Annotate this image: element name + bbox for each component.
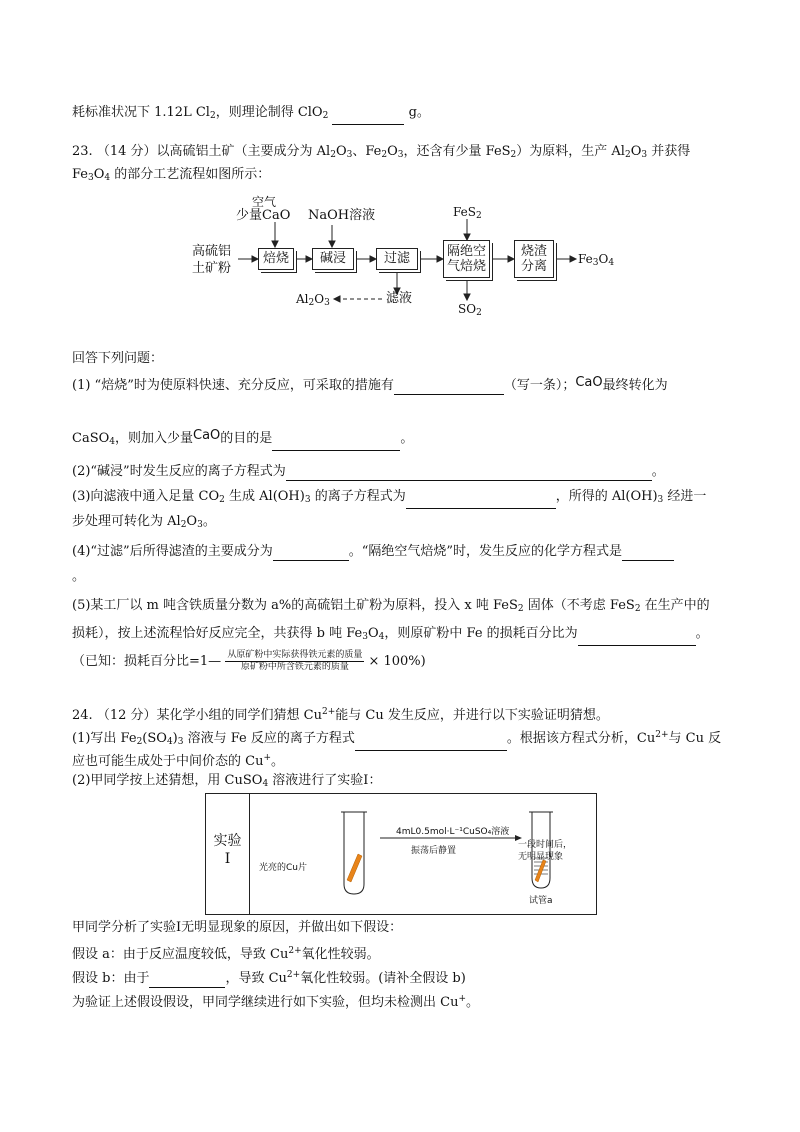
text: 损耗），按上述流程恰好反应完全，共获得 b 吨 Fe [72, 626, 363, 641]
subscript: 3 [197, 520, 203, 530]
text: (1)写出 Fe [72, 731, 137, 746]
flow-raw-material [192, 243, 231, 277]
flow-step-isolated-roast [443, 240, 490, 278]
question-score: （12 分） [96, 708, 157, 723]
q23-part4-line2: 。 [72, 569, 86, 584]
answer-blank[interactable] [273, 546, 349, 561]
q24-hypothesis-b [72, 966, 466, 988]
q24-part1 [72, 726, 721, 751]
text: 溶液与 Fe 反应的离子方程式 [183, 731, 355, 746]
fraction-numerator: 从原矿粉中实际获得铁元素的质量 [227, 650, 363, 660]
text: 能与 Cu 发生反应，并进行以下实验证明猜想。 [335, 708, 609, 723]
experiment-result [518, 839, 572, 863]
text: 。 [202, 514, 216, 529]
q24-verify [72, 990, 479, 1012]
q23-part3 [72, 488, 706, 509]
subscript: 2 [510, 150, 517, 160]
flow-step-filter: 过滤 [376, 248, 418, 270]
text: (1) “焙烧”时为使原料快速、充分反应，可采取的措施有 [72, 378, 394, 393]
text: Al [296, 292, 309, 306]
text: 土矿粉 [192, 261, 232, 276]
text: Ⅰ [224, 851, 231, 867]
subscript: 4 [104, 173, 111, 183]
experiment-1-table [205, 793, 597, 915]
subscript: 2 [517, 604, 524, 614]
answer-blank[interactable] [578, 631, 696, 646]
subscript: 3 [641, 150, 648, 160]
experiment-action: 振荡后静置 [411, 846, 457, 856]
answer-blank[interactable] [406, 494, 556, 509]
text: ，导致 Cu [225, 971, 287, 986]
text: 应也可能生成处于中间价态的 Cu [72, 754, 264, 769]
superscript: + [458, 994, 466, 1004]
subscript: 2 [180, 520, 187, 530]
flow-input-naoh: NaOH溶液 [308, 208, 376, 223]
formula-cao: CaO [193, 428, 221, 443]
text: (SO [142, 731, 167, 746]
text: × 100%) [368, 654, 426, 669]
subscript: 3 [88, 173, 94, 183]
flow-output-so2 [458, 302, 482, 320]
q23-part5-line2 [72, 625, 709, 646]
fraction-denominator: 原矿粉中所含铁元素的质量 [240, 662, 349, 672]
text: O [186, 514, 198, 529]
flow-input-cao: 少量CaO [236, 208, 291, 223]
q24-part2 [72, 772, 381, 793]
superscript: + [263, 753, 271, 763]
text: 在生产中的 [640, 598, 710, 613]
text: （写一条）； [503, 378, 576, 393]
flow-step-leach: 碱浸 [312, 248, 354, 270]
text: 的目的是 [220, 431, 273, 446]
text: SO [458, 302, 477, 316]
text: 生成 Al(OH) [224, 489, 305, 504]
text: O [598, 252, 609, 266]
text: ，还含有少量 FeS [403, 144, 511, 159]
text: Fe [72, 167, 89, 182]
text: O [387, 144, 398, 159]
subscript: 2 [330, 150, 336, 160]
text: O [93, 167, 105, 182]
text: (2)甲同学按上述猜想，用 CuSO [72, 773, 263, 788]
q24-hypothesis-a [72, 942, 380, 964]
formula-cao: CaO [575, 375, 603, 390]
text: 。 [466, 995, 480, 1010]
text: 一段时间后， [518, 840, 573, 850]
flow-output-al2o3 [296, 292, 330, 310]
text: 耗标准状况下 1.12L Cl [72, 105, 210, 120]
subscript: 3 [592, 258, 599, 268]
text: 无明显现象 [518, 852, 564, 862]
answer-prompt: 回答下列问题： [72, 351, 164, 366]
text: 、Fe [352, 144, 382, 159]
q24-intro [72, 703, 609, 725]
subscript: 4 [109, 437, 115, 447]
text: 。“隔绝空气焙烧”时，发生反应的化学方程式是 [348, 544, 623, 559]
subscript: 4 [378, 632, 385, 642]
text: 并获得 [647, 144, 691, 159]
subscript: 2 [136, 737, 143, 747]
q23-note [72, 650, 426, 674]
text: (4)“过滤”后所得滤渣的主要成分为 [72, 544, 273, 559]
text: 某化学小组的同学们猜想 Cu [156, 708, 322, 723]
experiment-tube-label: 试管a [529, 896, 553, 906]
text: （已知：损耗百分比=1— [72, 654, 222, 669]
loss-fraction [225, 650, 364, 673]
q23-part3-line2 [72, 513, 216, 534]
text: (3)向滤液中通入足量 CO [72, 489, 220, 504]
text: ) [172, 731, 178, 746]
flow-step-separation [514, 240, 554, 278]
text: 。根据该方程式分析，Cu [506, 731, 656, 746]
text: 为验证上述假设假设，甲同学继续进行如下实验，但均未检测出 Cu [72, 995, 459, 1010]
text: O [314, 292, 325, 306]
text: 最终转化为 [602, 378, 668, 393]
experiment-cu-strip: 光亮的Cu片 [259, 863, 307, 873]
answer-blank[interactable] [149, 973, 225, 988]
text: 假设 a：由于反应温度较低，导致 Cu [72, 947, 289, 962]
question-score: （14 分） [96, 144, 157, 159]
experiment-reagent: 4mL0.5mol·L⁻¹CuSO₄溶液 [396, 827, 510, 837]
subscript: 2 [322, 111, 329, 121]
q24-part1-line2 [72, 749, 284, 771]
subscript: 2 [476, 308, 482, 318]
q23-part4 [72, 543, 674, 561]
text: (2)“碱浸”时发生反应的离子方程式为 [72, 464, 286, 479]
text: 假设 b：由于 [72, 971, 150, 986]
subscript: 2 [476, 211, 482, 221]
text: 步处理可转化为 Al [72, 514, 181, 529]
text: FeS [453, 205, 476, 219]
test-tube-left-icon [341, 812, 367, 894]
text: 的部分工艺流程如图所示： [110, 167, 271, 182]
subscript: 2 [624, 150, 631, 160]
q23-part2 [72, 463, 665, 481]
subscript: 4 [262, 779, 269, 789]
subscript: 2 [209, 111, 216, 121]
subscript: 4 [608, 258, 615, 268]
text: 隔绝空 [446, 244, 486, 259]
answer-blank[interactable] [622, 546, 674, 561]
text: 氧化性较弱。 [301, 947, 380, 962]
subscript: 2 [219, 495, 225, 505]
subscript: 4 [166, 737, 173, 747]
text: ，则理论制得 ClO [215, 105, 323, 120]
text: 固体（不考虑 FeS [523, 598, 635, 613]
text: 气焙烧 [446, 259, 486, 274]
text: 经进一 [663, 489, 707, 504]
text: ，所得的 Al(OH) [555, 489, 658, 504]
answer-blank[interactable] [272, 436, 400, 451]
subscript: 3 [657, 495, 664, 505]
superscript: 2+ [655, 730, 669, 740]
text: ，则加入少量 [115, 431, 194, 446]
subscript: 2 [381, 150, 388, 160]
q23-part1 [72, 374, 668, 395]
subscript: 3 [304, 495, 311, 505]
text: O [630, 144, 642, 159]
text: 氧化性较弱。(请补全假设 b) [300, 971, 466, 986]
question-number: 23. [72, 144, 93, 159]
experiment-label [206, 794, 250, 914]
text: Fe [578, 252, 593, 266]
flow-input-air: 空气 [252, 195, 277, 209]
text: ，则原矿粉中 Fe 的损耗百分比为 [384, 626, 578, 641]
text: CaSO [72, 431, 110, 446]
text: 与 Cu 反 [668, 731, 722, 746]
subscript: 3 [177, 737, 184, 747]
text: 的离子方程式为 [310, 489, 406, 504]
subscript: 3 [324, 298, 330, 308]
question-number: 24. [72, 708, 93, 723]
flow-filtrate: 滤液 [386, 291, 413, 306]
superscript: 2+ [286, 970, 301, 980]
q24-analysis: 甲同学分析了实验Ⅰ无明显现象的原因，并做出如下假设： [72, 920, 403, 935]
superscript: 2+ [321, 707, 336, 717]
text: 。 [695, 626, 709, 641]
superscript: 2+ [288, 946, 302, 956]
answer-blank[interactable] [355, 736, 507, 751]
subscript: 3 [397, 150, 404, 160]
answer-blank[interactable] [394, 380, 504, 395]
answer-blank[interactable] [286, 466, 652, 481]
subscript: 2 [634, 604, 641, 614]
text: g。 [404, 105, 430, 120]
flow-product-fe3o4 [578, 252, 614, 270]
text: 以高硫铝土矿（主要成分为 Al [156, 144, 331, 159]
subscript: 3 [346, 150, 353, 160]
text: 分离 [520, 259, 547, 274]
text: O [367, 626, 379, 641]
text: 高硫铝 [192, 244, 232, 259]
q23-part5 [72, 597, 710, 618]
process-flow-diagram [0, 0, 800, 340]
text: 。 [271, 754, 285, 769]
q23-part1-line2 [72, 427, 413, 451]
text: ）为原料，生产 Al [516, 144, 625, 159]
text: 溶液进行了实验Ⅰ： [268, 773, 382, 788]
flow-step-roast: 焙烧 [258, 248, 294, 270]
text: 烧渣 [520, 244, 547, 259]
subscript: 3 [362, 632, 368, 642]
flow-input-fes2 [453, 205, 482, 223]
text: (5)某工厂以 m 吨含铁质量分数为 a%的高硫铝土矿粉为原料，投入 x 吨 FeS [72, 598, 518, 613]
text: O [335, 144, 347, 159]
flow-arrows [0, 0, 800, 340]
text: 实验 [213, 833, 242, 849]
text: 。 [651, 464, 665, 479]
text: 。 [400, 431, 414, 446]
subscript: 2 [308, 298, 315, 308]
